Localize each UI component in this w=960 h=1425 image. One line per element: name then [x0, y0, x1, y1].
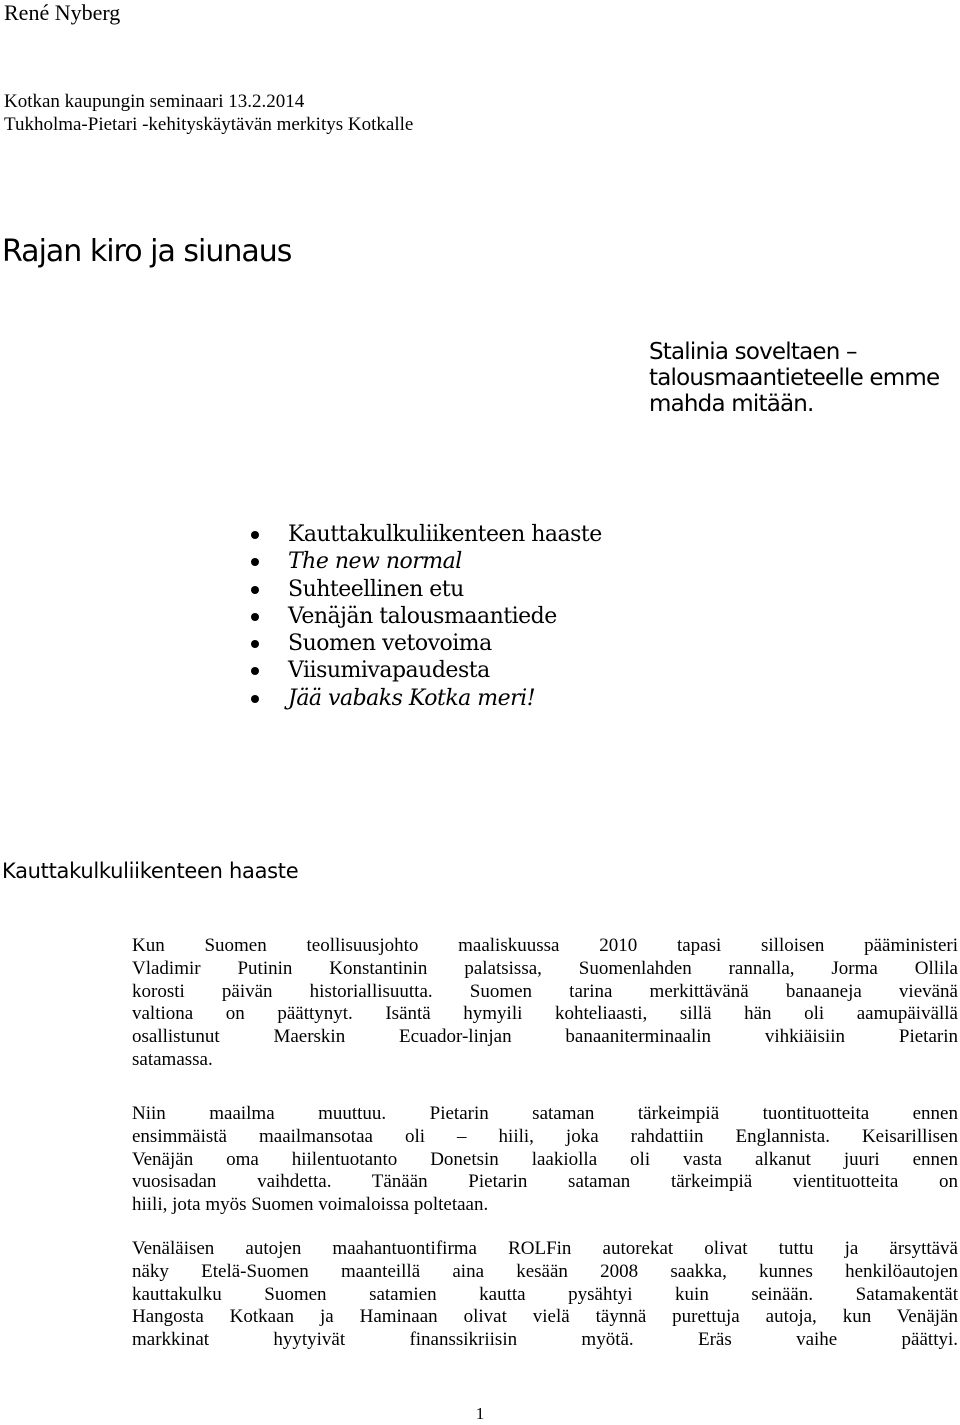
topic-list: [0, 521, 602, 712]
paragraph-line: ensimmäistä maailmansotaa oli – hiili, joka rahdattiin Englannista. Keisarillisen: [132, 1125, 958, 1147]
topic-item: [0, 521, 602, 548]
paragraph-line: satamassa.: [132, 1048, 213, 1070]
topic-item: [0, 576, 602, 603]
quote-line: talousmaantieteelle emme: [649, 365, 940, 391]
epigraph-quote: [649, 339, 959, 417]
bullet-icon: [251, 640, 259, 648]
quote-line: mahda mitään.: [649, 391, 814, 417]
paragraph-line: korosti päivän historiallisuutta. Suomen tarina merkittävänä banaaneja vievänä: [132, 980, 958, 1002]
topic-text: Viisumivapaudesta: [288, 658, 490, 684]
paragraph-line: vuosisadan vaihdetta. Tänään Pietarin sataman tärkeimpiä vientituotteita on: [132, 1171, 958, 1193]
paragraph-line: Vladimir Putinin Konstantinin palatsissa, Suomenlahden rannalla, Jorma Ollila: [132, 957, 958, 979]
topic-item: [0, 657, 602, 684]
paragraph-line: Kun Suomen teollisuusjohto maaliskuussa 2010 tapasi silloisen pääministeri: [132, 935, 958, 956]
seminar-line-2: Tukholma-Pietari -kehityskäytävän merkitys Kotkalle: [4, 114, 414, 135]
topic-text: Jää vabaks Kotka meri!: [288, 685, 536, 711]
bullet-icon: [251, 613, 259, 621]
topic-text: The new normal: [288, 549, 462, 575]
paragraph-line: Venäjän oma hiilentuotanto Donetsin laakiolla oli vasta alkanut juuri ennen: [132, 1148, 958, 1170]
topic-item: [0, 548, 602, 575]
bullet-icon: [251, 695, 259, 703]
paragraph-line: hiili, jota myös Suomen voimaloissa poltetaan.: [132, 1194, 489, 1216]
topic-text: Venäjän talousmaantiede: [288, 603, 557, 629]
topic-item: [0, 685, 602, 712]
topic-item: [0, 603, 602, 630]
paragraph-line: näky Etelä-Suomen maanteillä aina kesään 2008 saakka, kunnes henkilöautojen: [132, 1260, 958, 1282]
author-name: René Nyberg: [4, 0, 121, 25]
section-heading: Kauttakulkuliikenteen haaste: [2, 859, 299, 883]
paragraph-line: osallistunut Maerskin Ecuador-linjan banaaniterminaalin vihkiäisiin Pietarin: [132, 1026, 958, 1048]
bullet-icon: [251, 531, 259, 539]
topic-text: Suhteellinen etu: [288, 576, 464, 602]
topic-text: Suomen vetovoima: [288, 631, 492, 657]
paragraph-line: Niin maailma muuttuu. Pietarin sataman tärkeimpiä tuontituotteita ennen: [132, 1103, 958, 1124]
paragraph-3: [132, 1238, 958, 1352]
paragraph-1: [132, 935, 958, 1072]
bullet-icon: [251, 558, 259, 566]
paragraph-line: Hangosta Kotkaan ja Haminaan olivat vielä täynnä purettuja autoja, kun Venäjän: [132, 1306, 958, 1328]
seminar-line-1: Kotkan kaupungin seminaari 13.2.2014: [4, 91, 305, 112]
paragraph-2: [132, 1103, 958, 1217]
seminar-info: [4, 90, 413, 136]
quote-line: Stalinia soveltaen –: [649, 339, 857, 365]
bullet-icon: [251, 667, 259, 675]
topic-text: Kauttakulkuliikenteen haaste: [288, 522, 602, 547]
document-title: Rajan kiro ja siunaus: [2, 234, 292, 269]
bullet-icon: [251, 586, 259, 594]
paragraph-line: valtiona on päättynyt. Isäntä hymyili kohteliaasti, sillä hän oli aamupäivällä: [132, 1003, 958, 1025]
paragraph-line: Venäläisen autojen maahantuontifirma ROLFin autorekat olivat tuttu ja ärsyttävä: [132, 1238, 958, 1259]
paragraph-line: markkinat hyytyivät finanssikriisin myötä. Eräs vaihe päättyi.: [132, 1329, 958, 1351]
page-number: 1: [475, 1404, 485, 1423]
paragraph-line: kauttakulku Suomen satamien kautta pysähtyi kuin seinään. Satamakentät: [132, 1283, 958, 1305]
topic-item: [0, 630, 602, 657]
